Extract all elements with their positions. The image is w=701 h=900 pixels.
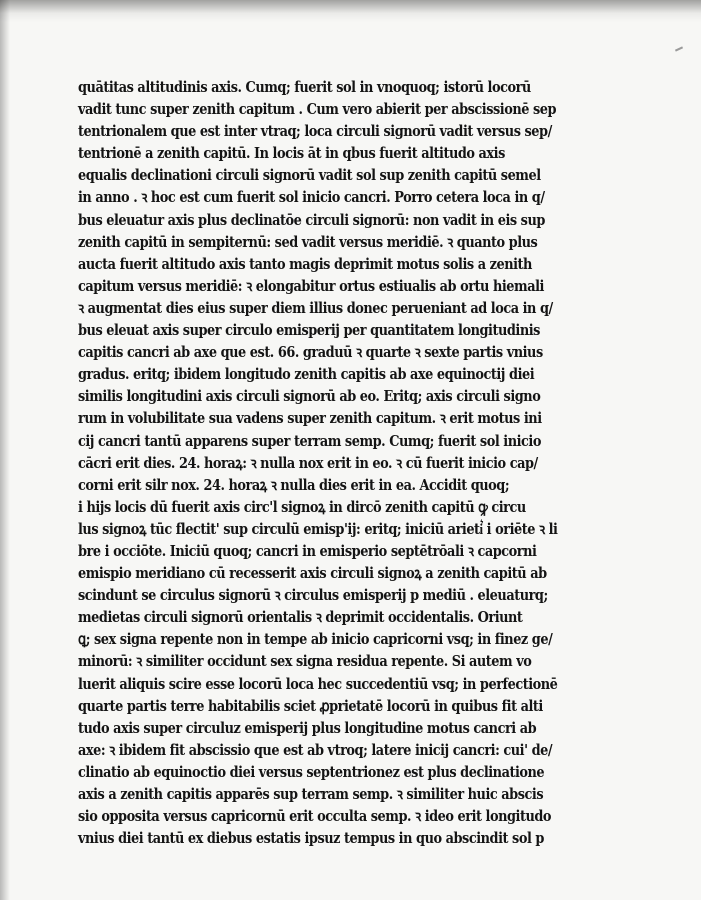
- text-line: tudo axis super circuluz emisperij plus longitudine motus cancri ab: [78, 718, 537, 737]
- text-line: clinatio ab equinoctio diei versus septentrionez est plus declinatione: [78, 762, 545, 781]
- text-line: aucta fuerit altitudo axis tanto magis deprimit motus solis a zenith: [78, 254, 532, 273]
- text-line: scindunt se circulus signorū ꝛ circulus emisperij p mediū . eleuaturq;: [78, 586, 548, 605]
- text-line: emispio meridiano cū recesserit axis circuli signoꝝ a zenith capitū ab: [78, 564, 547, 583]
- text-line: vadit tunc super zenith capitum . Cum vero abierit per abscissionē sep: [78, 100, 557, 119]
- text-line: in anno . ꝛ hoc est cum fuerit sol inicio cancri. Porro cetera loca in q/: [78, 188, 545, 207]
- text-line: bus eleuatur axis plus declinatōe circuli signorū: non vadit in eis sup: [78, 210, 545, 229]
- page-left-shadow: [0, 0, 10, 900]
- text-line: capitum versus meridiē: ꝛ elongabitur ortus estiualis ab ortu hiemali: [78, 276, 544, 295]
- text-line: axe: ꝛ ibidem fit abscissio que est ab vtroq; latere inicij cancri: cui' de/: [78, 740, 553, 759]
- text-line: sio opposita versus capricornū erit occulta semp. ꝛ ideo erit longitudo: [78, 807, 552, 826]
- text-line: equalis declinationi circuli signorū vadit sol sup zenith capitū semel: [78, 166, 541, 185]
- text-line: rum in volubilitate sua vadens super zenith capitum. ꝛ erit motus ini: [78, 409, 542, 428]
- text-line: ꝛ augmentat dies eius super diem illius donec perueniant ad loca in q/: [78, 298, 553, 317]
- text-line: similis longitudini axis circuli signorū ab eo. Eritq; axis circuli signo: [78, 387, 541, 406]
- text-line: vnius diei tantū ex diebus estatis ipsuz tempus in quo abscindit sol p: [78, 829, 544, 848]
- text-line: cij cancri tantū apparens super terram semp. Cumq; fuerit sol inicio: [78, 431, 541, 450]
- text-line: capitis cancri ab axe que est. 66. graduū ꝛ quarte ꝛ sexte partis vnius: [78, 343, 543, 362]
- text-line: zenith capitū in sempiternū: sed vadit versus meridiē. ꝛ quanto plus: [78, 232, 538, 251]
- text-line: quarte partis terre habitabilis sciet ꝓprietatē locorū in quibus fit alti: [78, 696, 543, 715]
- page-top-shadow: [0, 0, 701, 22]
- text-line: medietas circuli signorū orientalis ꝛ deprimit occidentalis. Oriunt: [78, 608, 523, 627]
- text-line: ꝗ; sex signa repente non in tempe ab inicio capricorni vsq; in finez ge/: [78, 630, 553, 649]
- text-line: luerit aliquis scire esse locorū loca hec succedentiū vsq; in perfectionē: [78, 674, 558, 693]
- incunabulum-text-block: [78, 76, 623, 849]
- text-line: minorū: ꝛ similiter occidunt sex signa residua repente. Si autem vo: [78, 652, 532, 671]
- text-line: tentrionē a zenith capitū. In locis āt in qbus fuerit altitudo axis: [78, 144, 505, 163]
- text-line: gradus. eritq; ibidem longitudo zenith capitis ab axe equinoctij diei: [78, 365, 535, 384]
- text-line: corni erit silr nox. 24. horaꝝ ꝛ nulla dies erit in ea. Accidit quoq;: [78, 475, 510, 494]
- text-line: bre i occiōte. Iniciū quoq; cancri in emisperio septētrōali ꝛ capcorni: [78, 541, 537, 560]
- text-line: tentrionalem que est inter vtraq; loca circuli signorū vadit versus sep/: [78, 122, 552, 141]
- text-line: bus eleuat axis super circulo emisperij per quantitatem longitudinis: [78, 321, 540, 340]
- text-line: lus signoꝝ tūc flectit' sup circulū emisp'ij: eritq; iniciū arieti͛ i oriēte ꝛ li: [78, 519, 558, 538]
- page-mark: [675, 46, 683, 51]
- text-line: quātitas altitudinis axis. Cumq; fuerit sol in vnoquoq; istorū locorū: [78, 78, 531, 96]
- text-line: cācri erit dies. 24. horaꝝ: ꝛ nulla nox erit in eo. ꝛ cū fuerit inicio cap/: [78, 453, 538, 472]
- text-line: i hijs locis dū fuerit axis circ'l signoꝝ in dircō zenith capitū ꝙ circu: [78, 497, 526, 516]
- text-line: axis a zenith capitis apparēs sup terram semp. ꝛ similiter huic abscis: [78, 785, 544, 803]
